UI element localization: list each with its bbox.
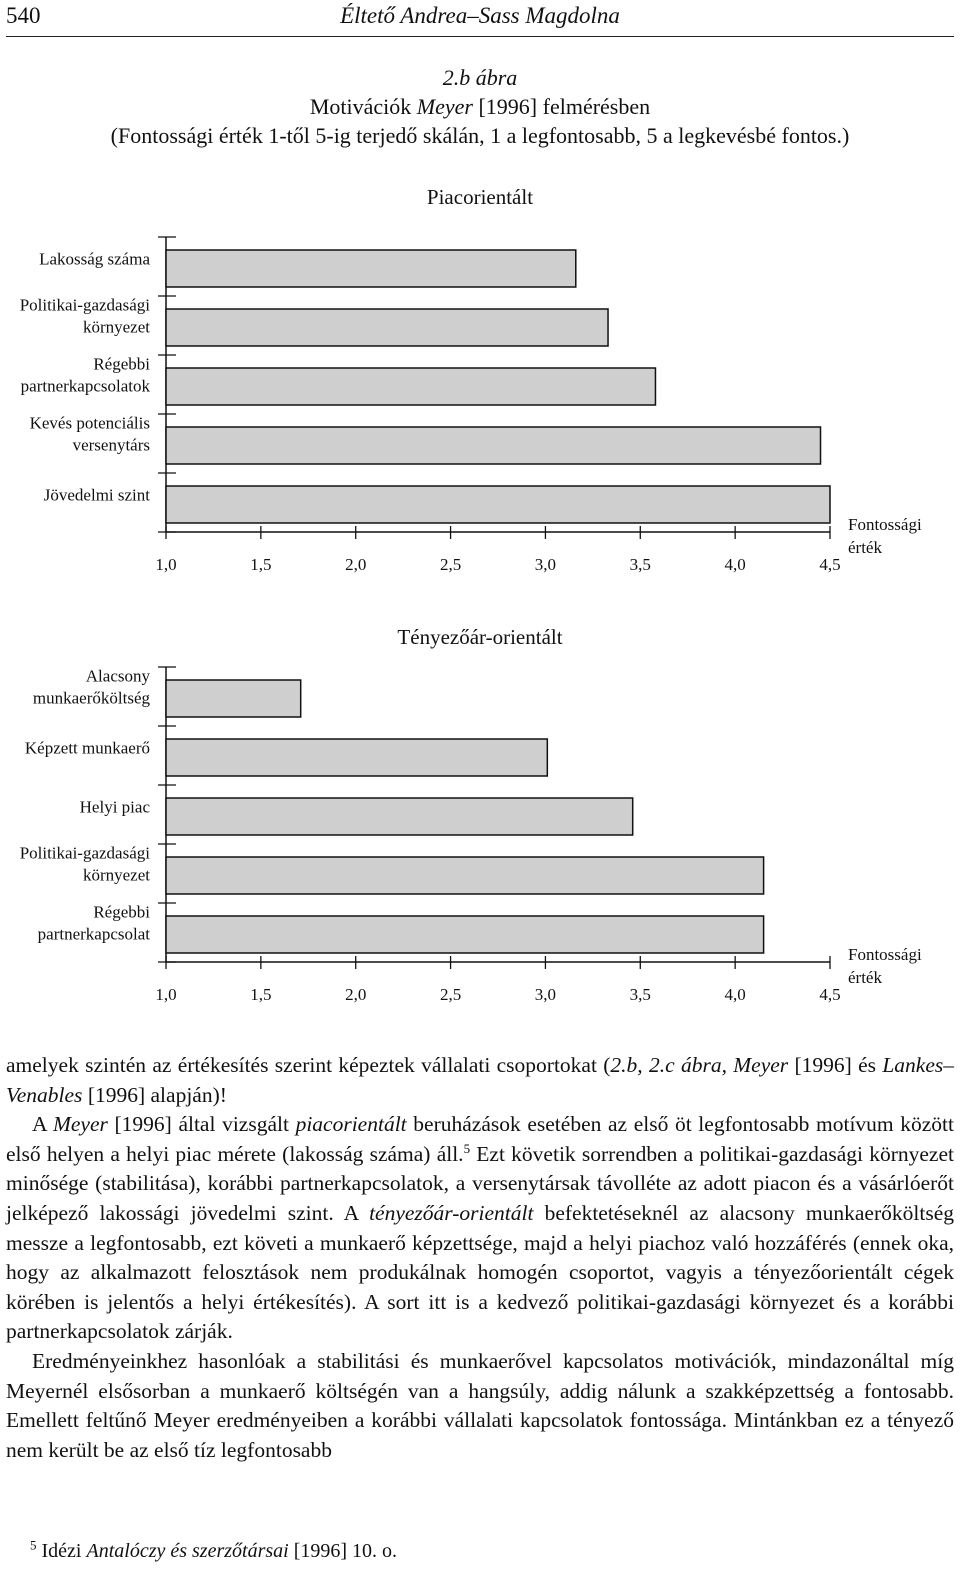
chart-title: Tényezőár-orientált bbox=[397, 625, 563, 649]
category-label: Helyi piac bbox=[79, 797, 150, 817]
bar bbox=[166, 857, 764, 894]
bar bbox=[166, 250, 576, 287]
category-label: Képzett munkaerő bbox=[24, 738, 150, 758]
paragraph-3: Eredményeinkhez hasonlóak a stabilitási és munkaerővel kapcsolatos motivációk, mindazonáltal míg Meyernél elsősorban a munkaerő költségén van a hangsúly, addig nálunk a szakképzettség a fontosabb. Emellett feltűnő Meyer eredményeiben a korábbi vállalati kapcsolatok fontossága. Mintánkban ez a tényező nem került be az első tíz legfontosabb bbox=[6, 1348, 954, 1462]
x-tick-label: 2,5 bbox=[439, 985, 462, 1004]
category-label: Régebbi bbox=[93, 902, 150, 922]
bar bbox=[166, 916, 764, 953]
category-label: Jövedelmi szint bbox=[43, 485, 150, 505]
x-axis-label: érték bbox=[848, 968, 882, 987]
running-title: Éltető Andrea–Sass Magdolna bbox=[340, 3, 620, 28]
category-label: Politikai-gazdasági bbox=[19, 843, 150, 863]
category-label: partnerkapcsolat bbox=[37, 924, 150, 944]
category-label: Politikai-gazdasági bbox=[19, 295, 150, 315]
bar bbox=[166, 739, 547, 776]
x-tick-label: 1,0 bbox=[155, 555, 177, 574]
category-label: partnerkapcsolatok bbox=[20, 376, 150, 396]
figure-title: Motivációk Meyer [1996] felmérésben bbox=[309, 94, 651, 119]
x-axis-label: Fontossági bbox=[848, 515, 922, 534]
figure-caption bbox=[0, 63, 960, 150]
category-label: Lakosság száma bbox=[39, 249, 150, 269]
category-label: munkaerőköltség bbox=[32, 688, 150, 708]
bar-chart-piacorientalt bbox=[0, 178, 960, 598]
bar bbox=[166, 798, 633, 835]
bar bbox=[166, 486, 830, 523]
category-label: versenytárs bbox=[72, 435, 150, 455]
x-tick-label: 3,5 bbox=[629, 555, 651, 574]
x-tick-label: 4,5 bbox=[819, 555, 841, 574]
x-tick-label: 2,0 bbox=[345, 985, 367, 1004]
chart-title: Piacorientált bbox=[426, 185, 534, 209]
footnote: $^5$ Idézi Antalóczy és szerzőtársai [1996] 10. o. bbox=[30, 1537, 398, 1562]
category-label: Kevés potenciális bbox=[29, 413, 150, 433]
x-axis-label: Fontossági bbox=[848, 945, 922, 964]
page-number: 540 bbox=[6, 3, 41, 28]
x-tick-label: 3,5 bbox=[629, 985, 651, 1004]
x-tick-label: 1,5 bbox=[250, 555, 272, 574]
bar bbox=[166, 368, 655, 405]
category-label: környezet bbox=[82, 865, 150, 885]
category-label: környezet bbox=[82, 317, 150, 337]
page-header bbox=[6, 0, 954, 37]
x-tick-label: 1,5 bbox=[250, 985, 272, 1004]
footnote-ref: 5 bbox=[463, 1140, 471, 1156]
bar bbox=[166, 427, 821, 464]
bar-chart-tenyezoar-orientalt bbox=[0, 618, 960, 1008]
paragraph-1: amelyek szintén az értékesítés szerint képeztek vállalati csoportokat (2.b, 2.c ábra, Meyer [1996] és Lankes–Venables [1996] alapján)! bbox=[6, 1053, 954, 1107]
paragraph-2: A Meyer [1996] által vizsgált piacorientált beruházások esetében az első öt legfontosabb motívum között első helyen a helyi piac mérete (lakosság száma) áll.$^5$ Ezt követik sorrendben a politikai-gazdasági környezet minősége (stabilitása), korábbi partnerkapcsolatok, a versenytársak távolléte az adott piacon és a vásárlóerőt jelképező lakossági jövedelmi szint. A tényezőár-orientált befektetéseknél az alacsony munkaerőköltség messze a legfontosabb, ezt követi a munkaerő képzettsége, majd a helyi piachoz való hozzáférés (ennek oka, hogy az alkalmazott felosztások nem produkálnak homogén csoportot, vagyis a tényezőorientált cégek körében is jelentős a helyi értékesítés). A sort itt is a kedvező politikai-gazdasági környezet és a korábbi partnerkapcsolatok zárják. bbox=[6, 1112, 954, 1344]
bar bbox=[166, 680, 301, 717]
x-tick-label: 1,0 bbox=[155, 985, 177, 1004]
category-label: Régebbi bbox=[93, 354, 150, 374]
body-text bbox=[6, 1051, 954, 1465]
bar bbox=[166, 309, 608, 346]
x-tick-label: 3,0 bbox=[534, 985, 557, 1004]
category-label: Alacsony bbox=[85, 666, 150, 686]
x-tick-label: 4,0 bbox=[724, 985, 746, 1004]
x-tick-label: 2,0 bbox=[345, 555, 367, 574]
x-tick-label: 3,0 bbox=[534, 555, 557, 574]
x-axis-label: érték bbox=[848, 538, 882, 557]
x-tick-label: 4,5 bbox=[819, 985, 841, 1004]
x-tick-label: 4,0 bbox=[724, 555, 746, 574]
figure-subtitle: (Fontossági érték 1-től 5-ig terjedő skálán, 1 a legfontosabb, 5 a legkevésbé fontos.) bbox=[110, 123, 850, 148]
figure-label: 2.b ábra bbox=[442, 65, 518, 90]
x-tick-label: 2,5 bbox=[439, 555, 462, 574]
